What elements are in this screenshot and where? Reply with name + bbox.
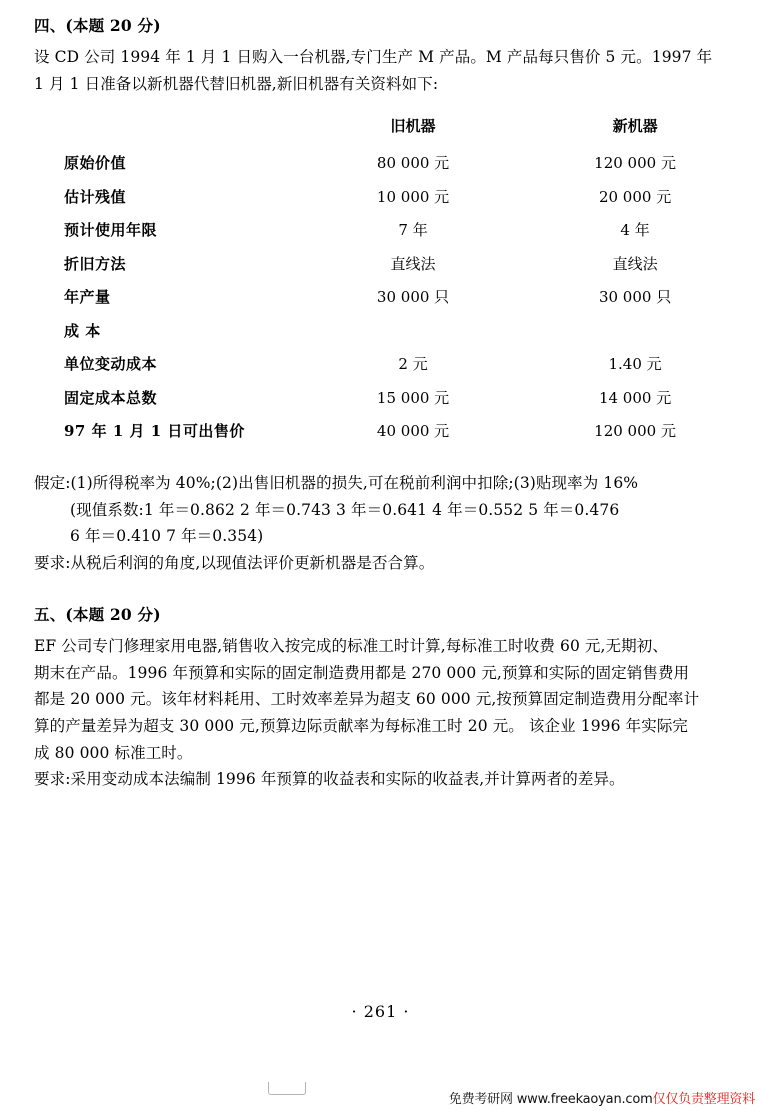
row-label: 成 本	[64, 321, 101, 340]
watermark	[449, 1088, 755, 1107]
row-spacer	[504, 348, 543, 382]
row-label: 估计残值	[64, 187, 127, 206]
row-spacer	[504, 214, 543, 248]
watermark-note: 仅仅负责整理资料	[652, 1092, 755, 1107]
row-value-new: 120 000 元	[594, 154, 676, 173]
row-label: 单位变动成本	[64, 355, 158, 374]
row-value-old: 10 000 元	[376, 187, 450, 206]
row-value-old: 直线法	[390, 254, 436, 273]
section-four-requirement: 要求:从税后利润的角度,以现值法评价更新机器是否合算。	[34, 554, 435, 573]
row-label: 原始价值	[64, 154, 127, 173]
table-body	[34, 147, 727, 449]
column-spacer	[504, 110, 543, 147]
row-spacer	[504, 247, 543, 281]
section-four	[34, 14, 727, 577]
row-spacer	[504, 415, 543, 449]
table-row	[34, 314, 727, 348]
table-row	[34, 415, 727, 449]
section-five	[34, 603, 727, 793]
machine-comparison-table	[34, 110, 727, 449]
table-header-row	[34, 110, 727, 147]
section-five-line-4: 算的产量差异为超支 30 000 元,预算边际贡献率为每标准工时 20 元。 该企业 1996 年实际完	[34, 716, 689, 735]
page-number: · 261 ·	[351, 1002, 410, 1021]
row-label: 预计使用年限	[64, 221, 158, 240]
column-header-new-machine: 新机器	[612, 117, 658, 136]
row-value-new: 1.40 元	[608, 355, 662, 374]
section-four-intro-line-2: 1 月 1 日准备以新机器代替旧机器,新旧机器有关资料如下:	[34, 74, 439, 93]
section-five-line-3: 都是 20 000 元。该年材料耗用、工时效率差异为超支 60 000 元,按预算固定制造费用分配率计	[34, 690, 700, 709]
section-five-line-5: 成 80 000 标准工时。	[34, 743, 193, 762]
row-label: 固定成本总数	[64, 388, 158, 407]
assumptions-block	[34, 470, 727, 577]
assumption-line-3: 6 年＝0.410 7 年＝0.354)	[70, 527, 264, 546]
column-header-blank	[34, 110, 322, 147]
row-value-new: 120 000 元	[594, 422, 676, 441]
row-value-new	[543, 314, 727, 348]
row-label: 折旧方法	[64, 254, 127, 273]
row-value-old	[322, 314, 505, 348]
section-four-heading: 四、(本题 20 分)	[34, 16, 161, 35]
row-spacer	[504, 147, 543, 181]
section-four-intro-line-1: 设 CD 公司 1994 年 1 月 1 日购入一台机器,专门生产 M 产品。M 产品每只售价 5 元。1997 年	[34, 48, 713, 67]
row-label: 年产量	[64, 288, 111, 307]
row-spacer	[504, 281, 543, 315]
row-value-old: 80 000 元	[376, 154, 450, 173]
table-row	[34, 180, 727, 214]
row-label: 97 年 1 月 1 日可出售价	[64, 422, 245, 441]
row-value-old: 7 年	[398, 221, 428, 240]
section-five-body	[34, 633, 727, 793]
row-value-old: 15 000 元	[376, 388, 450, 407]
row-value-new: 14 000 元	[598, 388, 672, 407]
table-head	[34, 110, 727, 147]
table-row	[34, 381, 727, 415]
assumption-line-2: (现值系数:1 年＝0.862 2 年＝0.743 3 年＝0.641 4 年＝0.552 5 年＝0.476	[70, 500, 620, 519]
row-value-new: 20 000 元	[598, 187, 672, 206]
row-value-new: 4 年	[620, 221, 650, 240]
table-row	[34, 147, 727, 181]
row-value-old: 30 000 只	[376, 288, 450, 307]
section-five-line-2: 期末在产品。1996 年预算和实际的固定制造费用都是 270 000 元,预算和实际的固定销售费用	[34, 663, 690, 682]
row-spacer	[504, 381, 543, 415]
row-value-old: 2 元	[398, 355, 428, 374]
scan-artifact	[268, 1082, 306, 1095]
table-row	[34, 281, 727, 315]
row-value-old: 40 000 元	[376, 422, 450, 441]
section-four-intro	[34, 44, 727, 97]
section-five-requirement: 要求:采用变动成本法编制 1996 年预算的收益表和实际的收益表,并计算两者的差异。	[34, 770, 625, 789]
assumption-line-1: 假定:(1)所得税率为 40%;(2)出售旧机器的损失,可在税前利润中扣除;(3)贴现率为 16%	[34, 474, 639, 493]
column-header-old-machine: 旧机器	[390, 117, 436, 136]
row-value-new: 直线法	[612, 254, 658, 273]
section-five-line-1: EF 公司专门修理家用电器,销售收入按完成的标准工时计算,每标准工时收费 60 元,无期初、	[34, 636, 668, 655]
row-spacer	[504, 180, 543, 214]
section-five-heading: 五、(本题 20 分)	[34, 604, 161, 624]
table-row	[34, 348, 727, 382]
row-spacer	[504, 314, 543, 348]
watermark-site: 免费考研网 www.freekaoyan.com	[448, 1092, 653, 1107]
row-value-new: 30 000 只	[598, 288, 672, 307]
table-row	[34, 247, 727, 281]
table-row	[34, 214, 727, 248]
